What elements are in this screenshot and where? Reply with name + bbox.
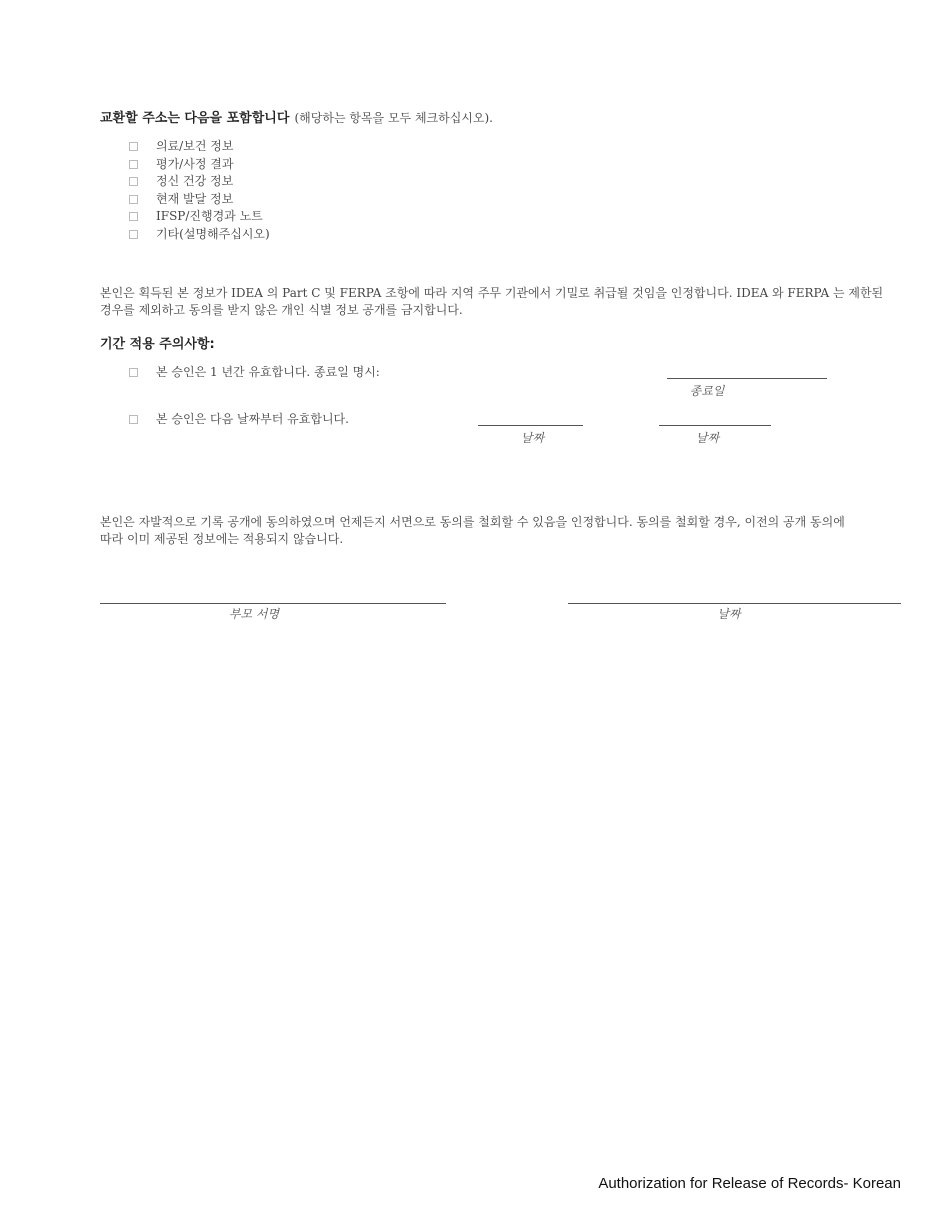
checklist-item-medical xyxy=(129,138,529,155)
duration-option-from-date xyxy=(129,411,529,428)
checklist-item-label: 의료/보건 정보 xyxy=(156,139,234,153)
confidentiality-line: 경우를 제외하고 동의를 받지 않은 개인 식별 정보 공개를 금지합니다. xyxy=(100,303,463,317)
checkbox[interactable] xyxy=(129,415,138,424)
parent-signature-field[interactable] xyxy=(100,603,446,604)
exchange-heading-title: 교환할 주소는 다음을 포함합니다 xyxy=(100,111,290,126)
checklist-item-label: IFSP/진행경과 노트 xyxy=(156,209,263,223)
consent-line: 따라 이미 제공된 정보에는 적용되지 않습니다. xyxy=(100,532,344,546)
from-date-field[interactable] xyxy=(478,425,583,426)
confidentiality-paragraph xyxy=(100,285,910,319)
checklist-item-development xyxy=(129,191,529,208)
page-footer: Authorization for Release of Records- Korean xyxy=(598,1175,901,1192)
duration-heading: 기간 적용 주의사항: xyxy=(100,337,215,352)
duration-option-label: 본 승인은 다음 날짜부터 유효합니다. xyxy=(156,412,349,426)
checklist-item-mental-health xyxy=(129,173,529,190)
exchange-heading xyxy=(100,107,493,126)
from-date-caption: 날짜 xyxy=(520,431,545,445)
signature-date-caption: 날짜 xyxy=(717,607,741,621)
checklist-item-label: 현재 발달 정보 xyxy=(156,192,234,206)
consent-paragraph xyxy=(100,514,910,548)
duration-option-label: 본 승인은 1 년간 유효합니다. 종료일 명시: xyxy=(156,365,380,379)
parent-signature-caption: 부모 서명 xyxy=(228,607,280,621)
checklist-item-assessment xyxy=(129,156,529,173)
checkbox[interactable] xyxy=(129,195,138,204)
checklist-item-label: 정신 건강 정보 xyxy=(156,174,234,188)
checklist-item-other xyxy=(129,226,529,243)
checklist-item-label: 기타(설명해주십시오) xyxy=(156,227,270,241)
consent-line: 본인은 자발적으로 기록 공개에 동의하였으며 언제든지 서면으로 동의를 철회할 수 있음을 인정합니다. 동의를 철회할 경우, 이전의 공개 동의에 xyxy=(100,515,845,529)
duration-option-one-year xyxy=(129,364,529,381)
checkbox[interactable] xyxy=(129,160,138,169)
signature-date-field[interactable] xyxy=(568,603,901,604)
checkbox[interactable] xyxy=(129,142,138,151)
to-date-caption: 날짜 xyxy=(695,431,720,445)
confidentiality-line: 본인은 획득된 본 정보가 IDEA 의 Part C 및 FERPA 조항에 따라 지역 주무 기관에서 기밀로 취급될 것임을 인정합니다. IDEA 와 FERPA 는 제한된 xyxy=(100,286,884,300)
exchange-heading-note: (해당하는 항목을 모두 체크하십시오). xyxy=(294,111,493,125)
checklist-item-label: 평가/사정 결과 xyxy=(156,157,234,171)
checkbox[interactable] xyxy=(129,230,138,239)
end-date-caption: 종료일 xyxy=(689,384,725,398)
checklist-item-ifsp xyxy=(129,208,529,225)
end-date-field[interactable] xyxy=(667,378,827,379)
checkbox[interactable] xyxy=(129,212,138,221)
checkbox[interactable] xyxy=(129,368,138,377)
to-date-field[interactable] xyxy=(659,425,771,426)
checkbox[interactable] xyxy=(129,177,138,186)
